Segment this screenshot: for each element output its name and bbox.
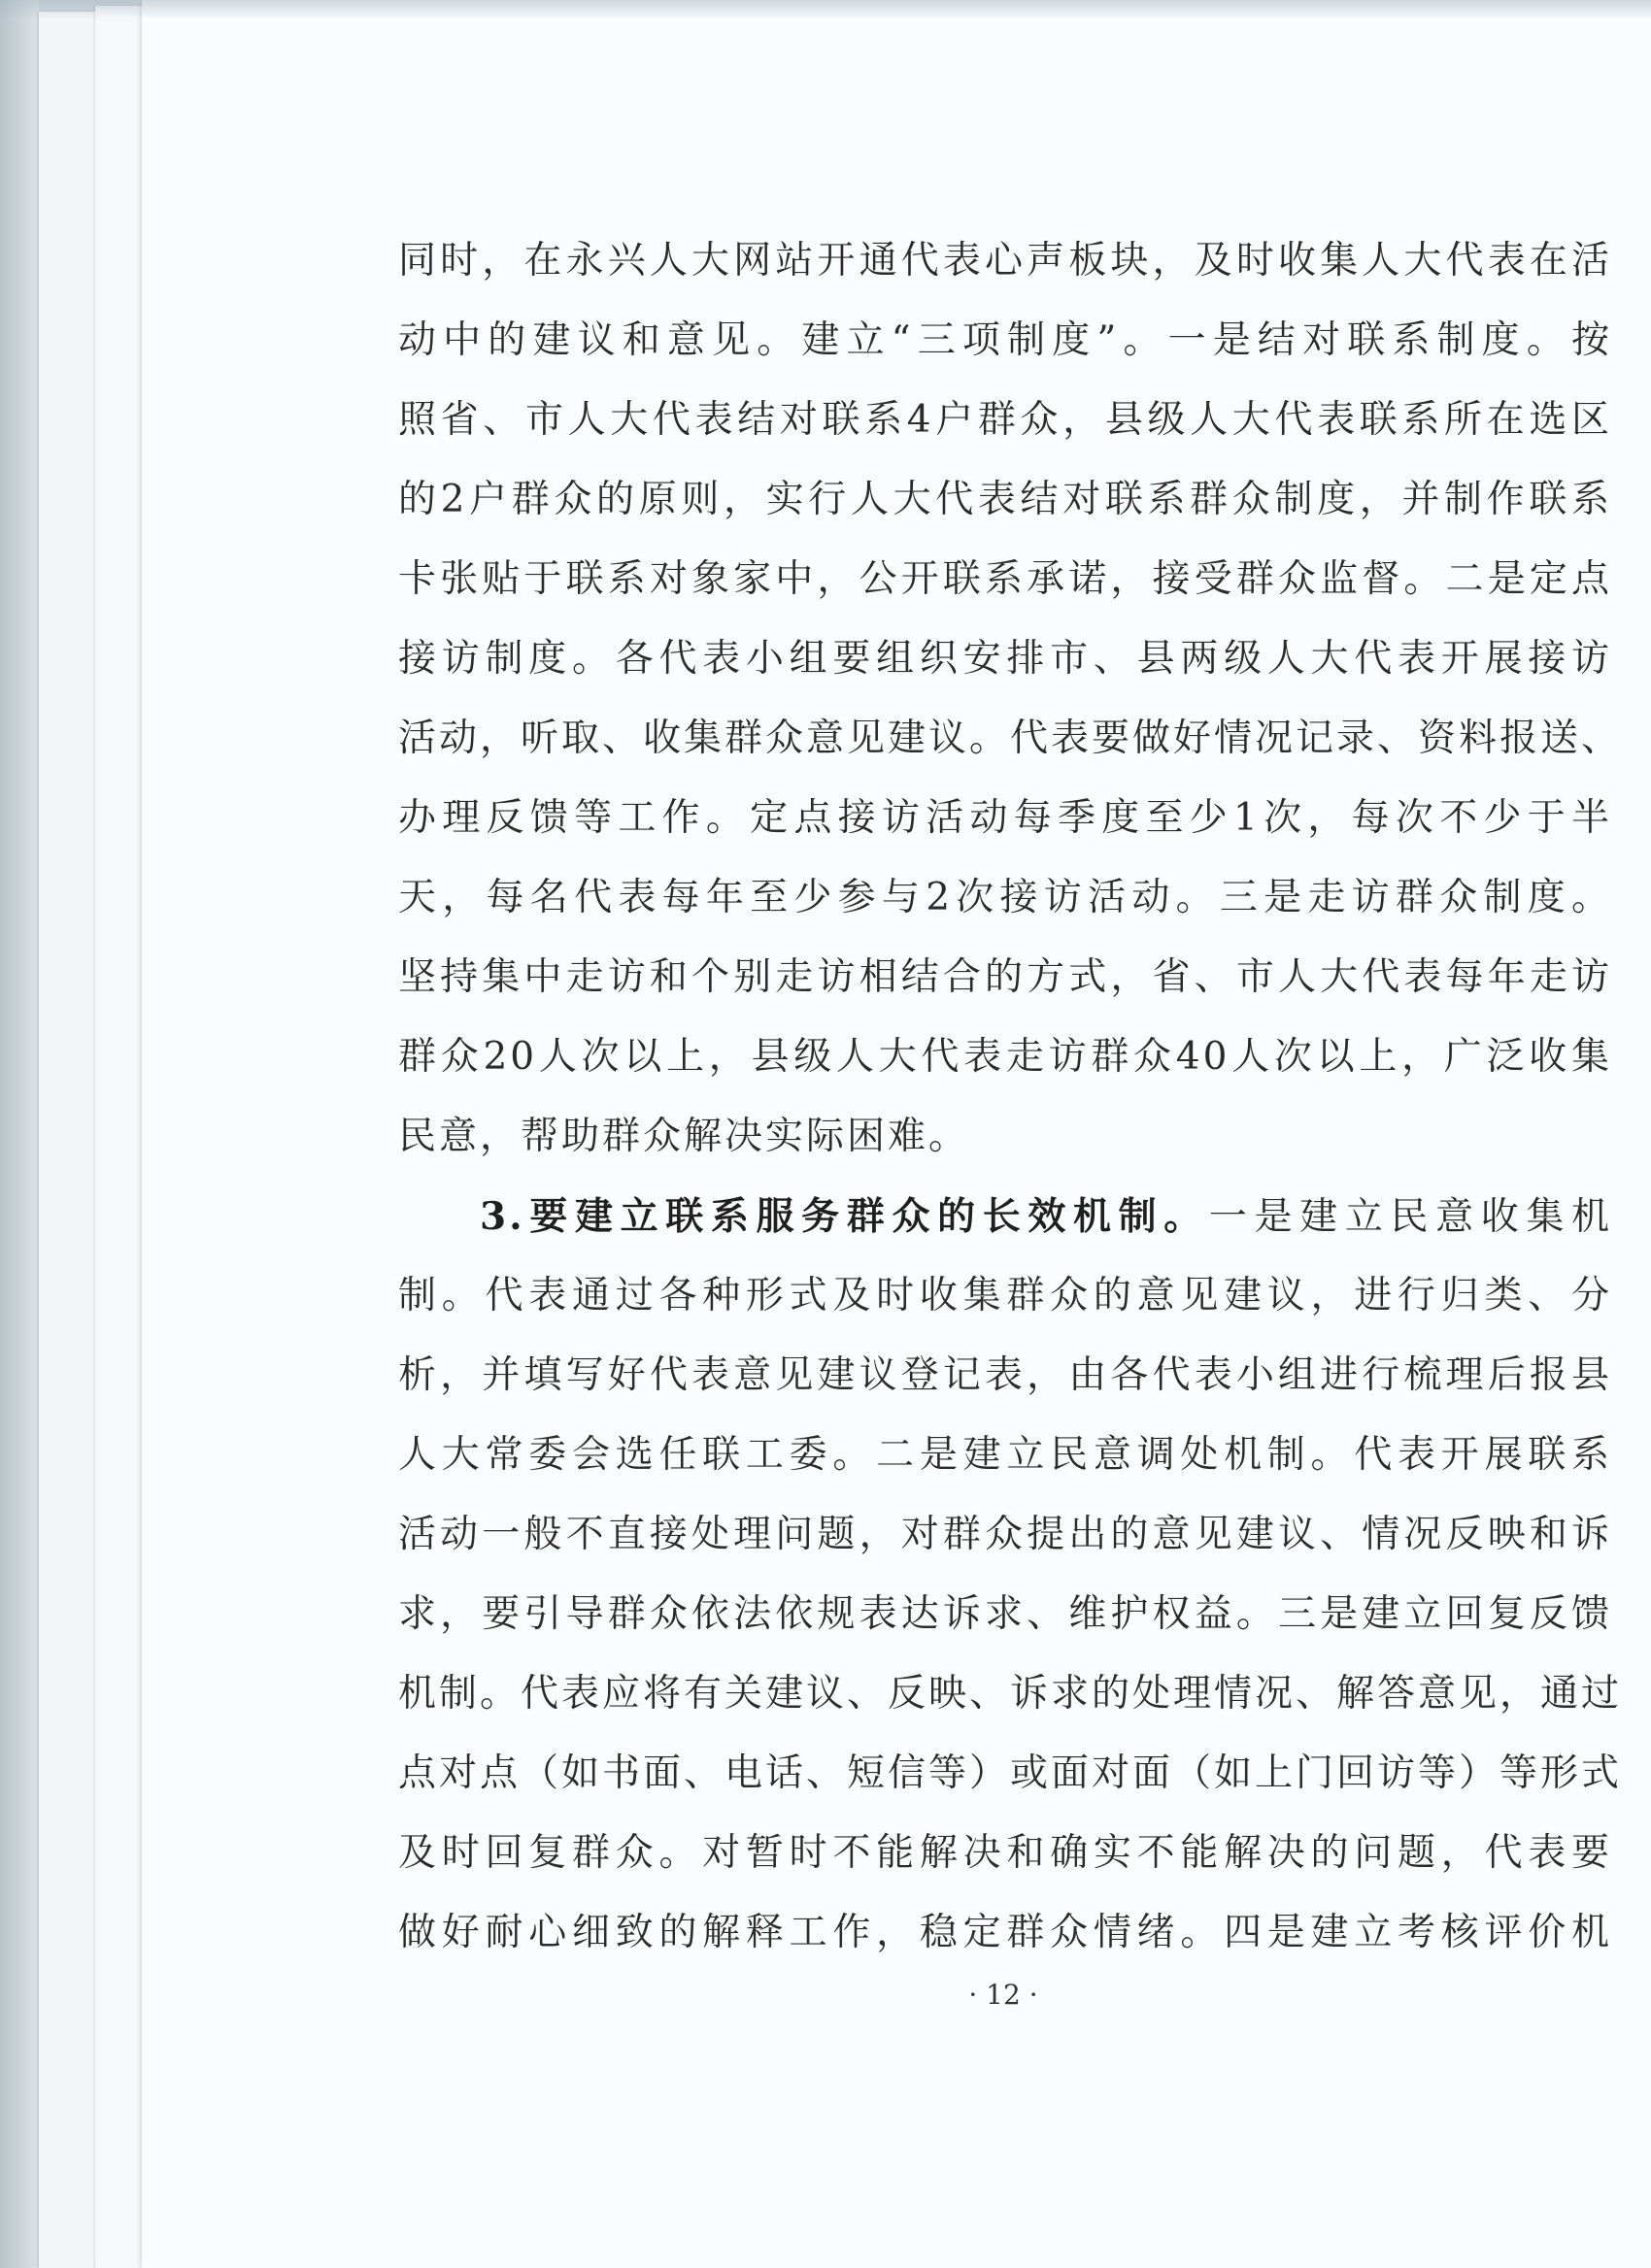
text-line: 同时，在永兴人大网站开通代表心声板块，及时收集人大代表在活 bbox=[398, 239, 1612, 283]
text-line: 及时回复群众。对暂时不能解决和确实不能解决的问题，代表要 bbox=[398, 1831, 1612, 1875]
section-line-text: 一是建立民意收集机 bbox=[1208, 1195, 1612, 1239]
text-line: 接访制度。各代表小组要组织安排市、县两级人大代表开展接访 bbox=[398, 637, 1612, 681]
text-line: 机制。代表应将有关建议、反映、诉求的处理情况、解答意见，通过 bbox=[398, 1672, 1623, 1716]
page-number: · 12 · bbox=[968, 1979, 1038, 2011]
text-line: 活动一般不直接处理问题，对群众提出的意见建议、情况反映和诉 bbox=[398, 1513, 1612, 1556]
text-line: 活动，听取、收集群众意见建议。代表要做好情况记录、资料报送、 bbox=[398, 717, 1623, 760]
text-line: 的2户群众的原则，实行人大代表结对联系群众制度，并制作联系 bbox=[398, 478, 1612, 521]
text-line: 民意，帮助群众解决实际困难。 bbox=[398, 1115, 970, 1158]
text-line: 求，要引导群众依法依规表达诉求、维护权益。三是建立回复反馈 bbox=[398, 1592, 1612, 1636]
body-text bbox=[398, 221, 1623, 1973]
scanner-edge bbox=[0, 0, 39, 2268]
text-line: 人大常委会选任联工委。二是建立民意调处机制。代表开展联系 bbox=[398, 1433, 1612, 1477]
text-line: 做好耐心细致的解释工作，稳定群众情绪。四是建立考核评价机 bbox=[398, 1911, 1612, 1954]
section-heading: 3.要建立联系服务群众的长效机制。 bbox=[480, 1194, 1209, 1239]
section-first-line bbox=[398, 1177, 1612, 1256]
text-line: 群众20人次以上，县级人大代表走访群众40人次以上，广泛收集 bbox=[398, 1035, 1612, 1079]
text-line: 卡张贴于联系对象家中，公开联系承诺，接受群众监督。二是定点 bbox=[398, 557, 1612, 601]
text-line: 制。代表通过各种形式及时收集群众的意见建议，进行归类、分 bbox=[398, 1274, 1612, 1317]
text-line: 动中的建议和意见。建立“三项制度”。一是结对联系制度。按 bbox=[398, 318, 1612, 362]
text-line: 照省、市人大代表结对联系4户群众，县级人大代表联系所在选区 bbox=[398, 398, 1612, 442]
text-line: 点对点（如书面、电话、短信等）或面对面（如上门回访等）等形式 bbox=[398, 1751, 1623, 1795]
text-line: 办理反馈等工作。定点接访活动每季度至少1次，每次不少于半 bbox=[398, 796, 1612, 840]
text-line: 坚持集中走访和个别走访相结合的方式，省、市人大代表每年走访 bbox=[398, 955, 1612, 999]
scan-shadow bbox=[0, 0, 1651, 19]
text-line: 天，每名代表每年至少参与2次接访活动。三是走访群众制度。 bbox=[398, 876, 1612, 919]
text-line: 析，并填写好代表意见建议登记表，由各代表小组进行梳理后报县 bbox=[398, 1353, 1612, 1397]
